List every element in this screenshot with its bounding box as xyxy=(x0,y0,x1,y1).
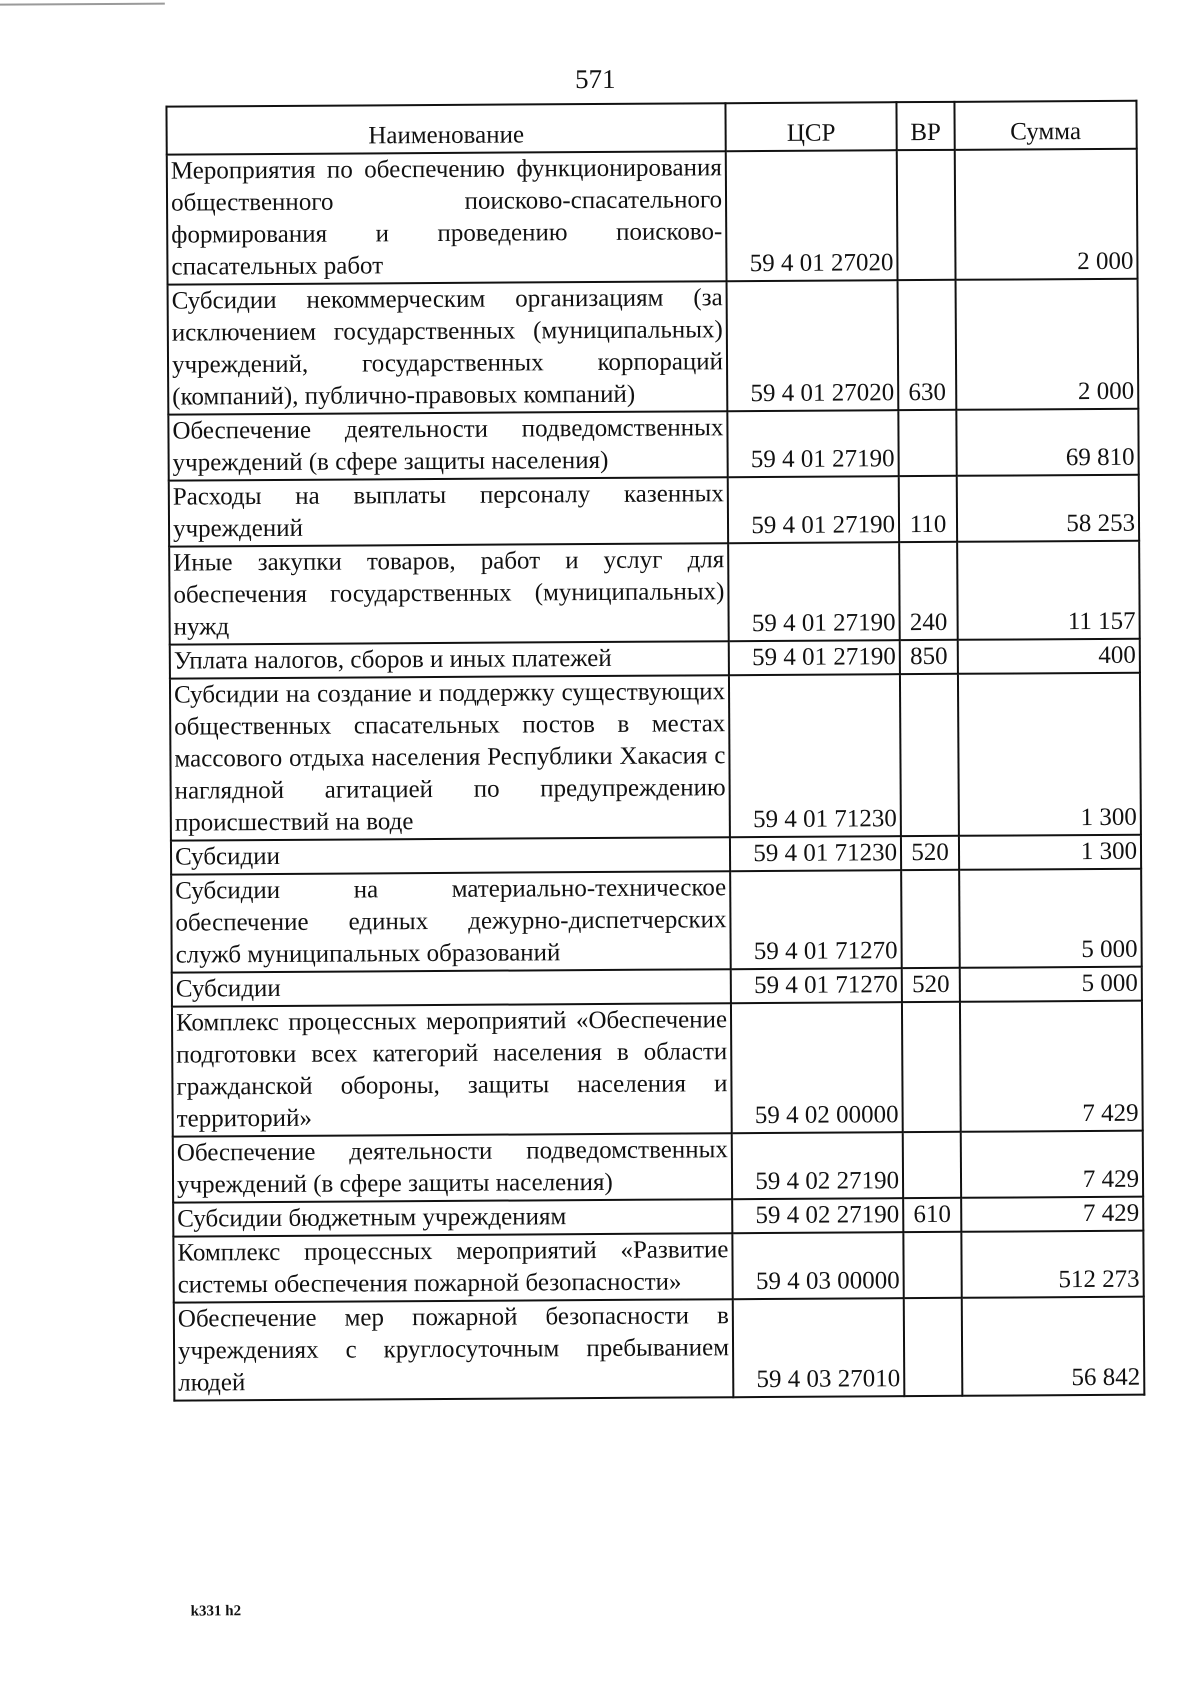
row-csr: 59 4 01 27190 xyxy=(729,640,900,675)
row-sum: 512 273 xyxy=(961,1231,1143,1298)
row-name: Мероприятия по обеспечению функционирования общественного поисково-спасательного формирования и проведению поисково-спасательных работ xyxy=(167,151,727,284)
row-name: Иные закупки товаров, работ и услуг для обеспечения государственных (муниципальных) нужд xyxy=(169,543,729,644)
row-csr: 59 4 03 00000 xyxy=(732,1232,903,1299)
row-vr xyxy=(904,1298,963,1396)
row-sum: 2 000 xyxy=(956,279,1139,410)
header-name: Наименование xyxy=(166,103,725,154)
row-name: Субсидии бюджетным учреждениям xyxy=(173,1199,732,1236)
row-sum: 11 157 xyxy=(957,541,1140,640)
row-csr: 59 4 02 27190 xyxy=(732,1132,903,1199)
row-sum: 56 842 xyxy=(962,1297,1145,1396)
row-csr: 59 4 01 71270 xyxy=(730,870,902,969)
row-csr: 59 4 01 27020 xyxy=(726,150,898,281)
row-name: Комплекс процессных мероприятий «Обеспечение подготовки всех категорий населения в области гражданской обороны, защиты населения и территорий» xyxy=(172,1003,732,1136)
row-vr xyxy=(900,674,959,836)
row-sum: 2 000 xyxy=(955,149,1138,280)
row-vr xyxy=(898,410,956,476)
row-vr: 240 xyxy=(899,542,958,640)
row-name: Субсидии на создание и поддержку существующих общественных спасательных постов в местах массового отдыха населения Республики Хакасия с наглядной агитацией по предупреждению происшествий на воде xyxy=(170,675,730,840)
row-csr: 59 4 01 71230 xyxy=(730,836,901,871)
row-sum: 1 300 xyxy=(958,673,1141,836)
row-name: Расходы на выплаты персоналу казенных учреждений xyxy=(169,477,728,546)
row-csr: 59 4 01 27190 xyxy=(728,476,899,543)
row-sum: 69 810 xyxy=(956,409,1138,476)
table-row xyxy=(169,541,1140,645)
row-vr: 610 xyxy=(903,1198,961,1232)
row-sum: 7 429 xyxy=(961,1131,1143,1198)
row-sum: 58 253 xyxy=(957,475,1139,542)
table-row xyxy=(173,1231,1143,1303)
row-name: Субсидии на материально-техническое обеспечение единых дежурно-диспетчерских служб муниципальных образований xyxy=(171,871,731,972)
table-row xyxy=(169,475,1139,547)
row-name: Уплата налогов, сборов и иных платежей xyxy=(170,641,729,678)
row-vr: 520 xyxy=(902,968,960,1002)
row-vr xyxy=(903,1232,961,1298)
row-name: Комплекс процессных мероприятий «Развитие системы обеспечения пожарной безопасности» xyxy=(173,1233,732,1302)
row-csr: 59 4 01 27020 xyxy=(727,280,899,411)
row-name: Обеспечение мер пожарной безопасности в учреждениях с круглосуточным пребыванием людей xyxy=(174,1299,734,1400)
row-name: Обеспечение деятельности подведомственных учреждений (в сфере защиты населения) xyxy=(168,411,727,480)
row-sum: 5 000 xyxy=(960,967,1142,1002)
row-sum: 5 000 xyxy=(959,869,1142,968)
row-name: Обеспечение деятельности подведомственных учреждений (в сфере защиты населения) xyxy=(173,1133,732,1202)
table-row xyxy=(171,869,1142,973)
row-csr: 59 4 01 27190 xyxy=(728,542,900,641)
row-vr xyxy=(903,1132,961,1198)
row-sum: 400 xyxy=(958,639,1140,674)
row-vr xyxy=(901,870,960,968)
table-header-row xyxy=(166,101,1136,155)
row-sum: 7 429 xyxy=(961,1197,1143,1232)
table-row xyxy=(172,1001,1143,1137)
row-vr xyxy=(902,1002,961,1132)
scan-edge-line xyxy=(0,3,165,6)
header-sum: Сумма xyxy=(954,101,1136,150)
row-vr: 520 xyxy=(901,836,959,870)
row-csr: 59 4 03 27010 xyxy=(733,1298,905,1397)
table-row xyxy=(168,409,1138,481)
row-vr: 630 xyxy=(898,280,957,410)
footer-code: k331 h2 xyxy=(190,1603,242,1620)
row-csr: 59 4 01 71270 xyxy=(731,968,902,1003)
table-row xyxy=(167,149,1138,285)
row-sum: 7 429 xyxy=(960,1001,1143,1132)
table-row xyxy=(170,673,1141,841)
row-vr: 110 xyxy=(899,476,957,542)
table-row xyxy=(173,1131,1143,1203)
row-vr: 850 xyxy=(900,640,958,674)
row-vr xyxy=(897,150,956,280)
table-row xyxy=(174,1297,1145,1401)
row-sum: 1 300 xyxy=(959,835,1141,870)
header-vr: ВР xyxy=(896,102,954,150)
page-number: 571 xyxy=(574,63,616,95)
row-csr: 59 4 01 27190 xyxy=(727,410,898,477)
header-csr: ЦСР xyxy=(725,102,896,151)
row-name: Субсидии xyxy=(171,837,730,874)
row-name: Субсидии xyxy=(172,969,731,1006)
row-name: Субсидии некоммерческим организациям (за исключением государственных (муниципальных) учреждений, государственных корпораций (компаний), публично-правовых компаний) xyxy=(168,281,728,414)
row-csr: 59 4 02 27190 xyxy=(732,1198,903,1233)
row-csr: 59 4 02 00000 xyxy=(731,1002,903,1133)
row-csr: 59 4 01 71230 xyxy=(729,674,901,837)
table-row xyxy=(168,279,1139,415)
budget-table xyxy=(165,100,1145,1402)
